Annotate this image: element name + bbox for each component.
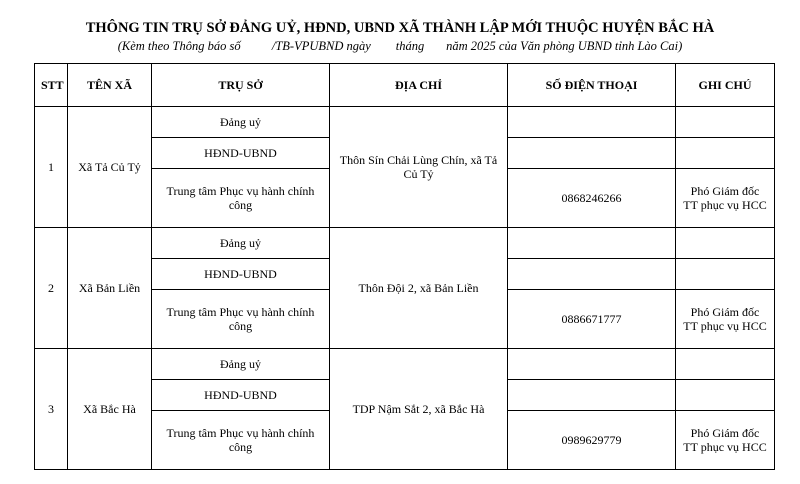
cell-ghi-chu	[676, 107, 775, 138]
cell-stt: 1	[35, 107, 68, 228]
cell-ten-xa: Xã Bản Liền	[68, 228, 152, 349]
cell-dia-chi: TDP Nậm Sắt 2, xã Bắc Hà	[330, 349, 508, 470]
cell-dia-chi: Thôn Đội 2, xã Bản Liền	[330, 228, 508, 349]
cell-so-dien-thoai	[508, 138, 676, 169]
cell-so-dien-thoai	[508, 107, 676, 138]
header-tru-so: TRỤ SỞ	[152, 64, 330, 107]
document-title: THÔNG TIN TRỤ SỞ ĐẢNG UỶ, HĐND, UBND XÃ THÀNH LẬP MỚI THUỘC HUYỆN BẮC HÀ	[85, 20, 715, 36]
header-stt: STT	[35, 64, 68, 107]
header-so-dien-thoai: SỐ ĐIỆN THOẠI	[508, 64, 676, 107]
cell-stt: 2	[35, 228, 68, 349]
cell-dia-chi: Thôn Sín Chải Lùng Chín, xã Tả Củ Tỷ	[330, 107, 508, 228]
cell-so-dien-thoai	[508, 380, 676, 411]
cell-so-dien-thoai	[508, 228, 676, 259]
table-row	[35, 107, 775, 138]
cell-tru-so: Đảng uỷ	[152, 107, 330, 138]
cell-ten-xa: Xã Bắc Hà	[68, 349, 152, 470]
cell-ghi-chu	[676, 259, 775, 290]
cell-stt: 3	[35, 349, 68, 470]
cell-so-dien-thoai: 0989629779	[508, 411, 676, 470]
cell-tru-so: Đảng uỷ	[152, 228, 330, 259]
cell-ghi-chu: Phó Giám đốc TT phục vụ HCC	[676, 169, 775, 228]
table-header-row	[35, 64, 775, 107]
cell-ghi-chu	[676, 138, 775, 169]
cell-so-dien-thoai: 0886671777	[508, 290, 676, 349]
cell-ten-xa: Xã Tả Củ Tỷ	[68, 107, 152, 228]
office-table	[34, 63, 775, 470]
cell-tru-so: Trung tâm Phục vụ hành chính công	[152, 169, 330, 228]
cell-tru-so: HĐND-UBND	[152, 138, 330, 169]
cell-tru-so: HĐND-UBND	[152, 380, 330, 411]
cell-tru-so: HĐND-UBND	[152, 259, 330, 290]
document-subtitle: (Kèm theo Thông báo số /TB-VPUBND ngày tháng năm 2025 của Văn phòng UBND tỉnh Lào Cai)	[117, 39, 683, 53]
cell-so-dien-thoai: 0868246266	[508, 169, 676, 228]
cell-ghi-chu: Phó Giám đốc TT phục vụ HCC	[676, 411, 775, 470]
cell-ghi-chu	[676, 380, 775, 411]
cell-so-dien-thoai	[508, 259, 676, 290]
table-row	[35, 228, 775, 259]
cell-tru-so: Đảng uỷ	[152, 349, 330, 380]
table-row	[35, 349, 775, 380]
cell-so-dien-thoai	[508, 349, 676, 380]
header-ghi-chu: GHI CHÚ	[676, 64, 775, 107]
cell-ghi-chu: Phó Giám đốc TT phục vụ HCC	[676, 290, 775, 349]
header-dia-chi: ĐỊA CHỈ	[330, 64, 508, 107]
header-ten-xa: TÊN XÃ	[68, 64, 152, 107]
cell-ghi-chu	[676, 228, 775, 259]
cell-tru-so: Trung tâm Phục vụ hành chính công	[152, 411, 330, 470]
cell-ghi-chu	[676, 349, 775, 380]
cell-tru-so: Trung tâm Phục vụ hành chính công	[152, 290, 330, 349]
